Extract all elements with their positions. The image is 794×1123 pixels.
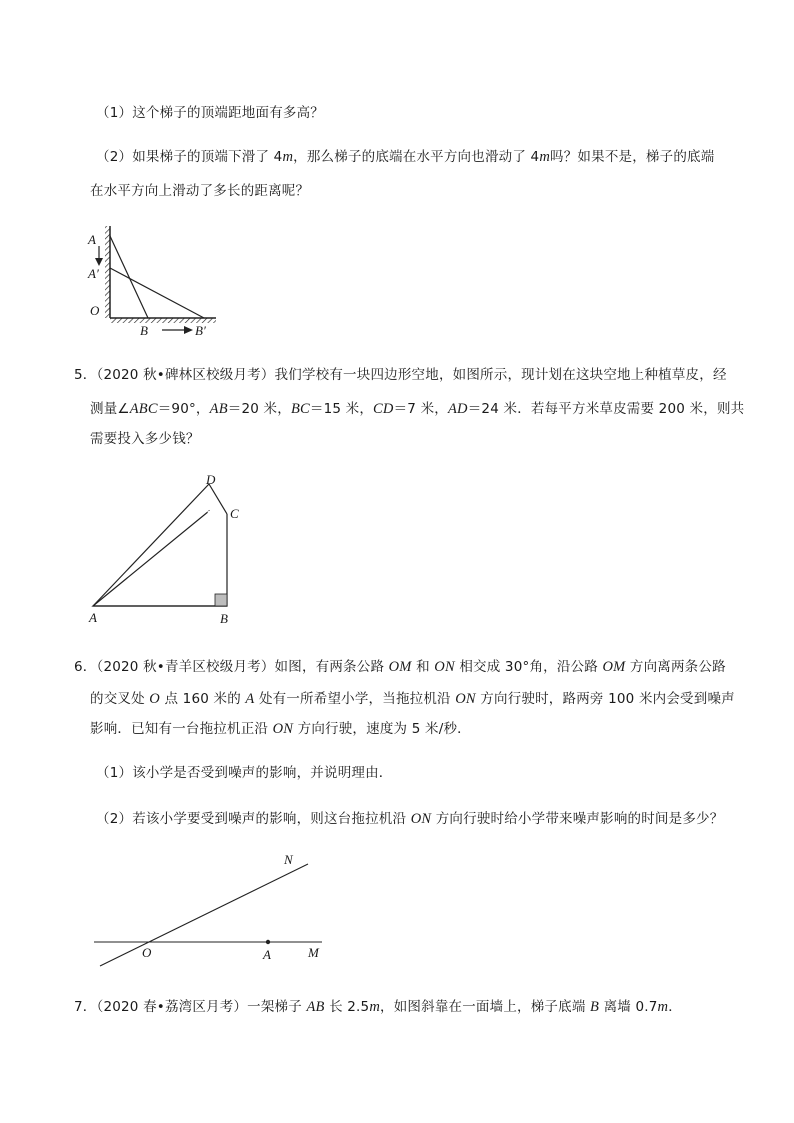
ladder-figure xyxy=(82,222,232,340)
right-arrow-head xyxy=(184,326,193,334)
q6-line1: 6．（2020 秋•青羊区校级月考）如图，有两条公路 OM 和 ON 相交成 30°角，沿公路 OM 方向离两条公路 xyxy=(74,659,726,675)
label-A: A xyxy=(88,232,96,247)
side-AD xyxy=(93,484,209,606)
q5-line2: 测量∠ABC＝90°，AB＝20 米，BC＝15 米，CD＝7 米，AD＝24 米．若每平方米草皮需要 200 米，则共 xyxy=(90,401,745,417)
triangle-ABD-outline xyxy=(93,511,227,606)
label-A: A xyxy=(89,610,97,625)
label-O: O xyxy=(90,303,100,318)
label-M: M xyxy=(308,945,319,960)
label-C: C xyxy=(230,506,239,521)
road-ON xyxy=(100,864,308,966)
q6-sub1: （1）该小学是否受到噪声的影响，并说明理由． xyxy=(96,765,393,781)
roads-figure xyxy=(88,850,338,970)
label-A-prime: A′ xyxy=(88,266,99,281)
label-A: A xyxy=(263,947,271,962)
q5-line1: 5．（2020 秋•碑林区校级月考）我们学校有一块四边形空地，如图所示，现计划在这块空地上种植草皮，经 xyxy=(74,367,727,383)
label-B: B xyxy=(140,323,148,338)
q6-line2: 的交叉处 O 点 160 米的 A 处有一所希望小学，当拖拉机沿 ON 方向行驶时，路两旁 100 米内会受到噪声 xyxy=(90,691,735,707)
side-DC xyxy=(209,484,227,514)
point-A xyxy=(266,940,270,944)
label-D: D xyxy=(206,472,216,487)
label-O: O xyxy=(142,945,152,960)
q4-sub2-line1: （2）如果梯子的顶端下滑了 4m，那么梯子的底端在水平方向也滑动了 4m吗？如果不是，梯子的底端 xyxy=(96,149,715,165)
q6-sub2: （2）若该小学要受到噪声的影响，则这台拖拉机沿 ON 方向行驶时给小学带来噪声影响的时间是多少？ xyxy=(96,811,724,827)
q4-sub2-line2: 在水平方向上滑动了多长的距离呢？ xyxy=(90,183,310,199)
ladder-original xyxy=(110,236,148,318)
down-arrow-head xyxy=(95,258,103,266)
q5-line3: 需要投入多少钱？ xyxy=(90,431,200,447)
q6-line3: 影响．已知有一台拖拉机正沿 ON 方向行驶，速度为 5 米/秒． xyxy=(90,721,471,737)
label-B-prime: B′ xyxy=(195,323,206,338)
q4-sub1: （1）这个梯子的顶端距地面有多高？ xyxy=(96,105,324,121)
label-N: N xyxy=(284,852,293,867)
label-B: B xyxy=(220,611,228,626)
right-angle-mark xyxy=(215,594,227,606)
q7-line1: 7．（2020 春•荔湾区月考）一架梯子 AB 长 2.5m，如图斜靠在一面墙上，梯子底端 B 离墙 0.7m． xyxy=(74,999,682,1015)
quadrilateral-figure xyxy=(84,470,254,630)
ladder-slid xyxy=(110,268,204,318)
